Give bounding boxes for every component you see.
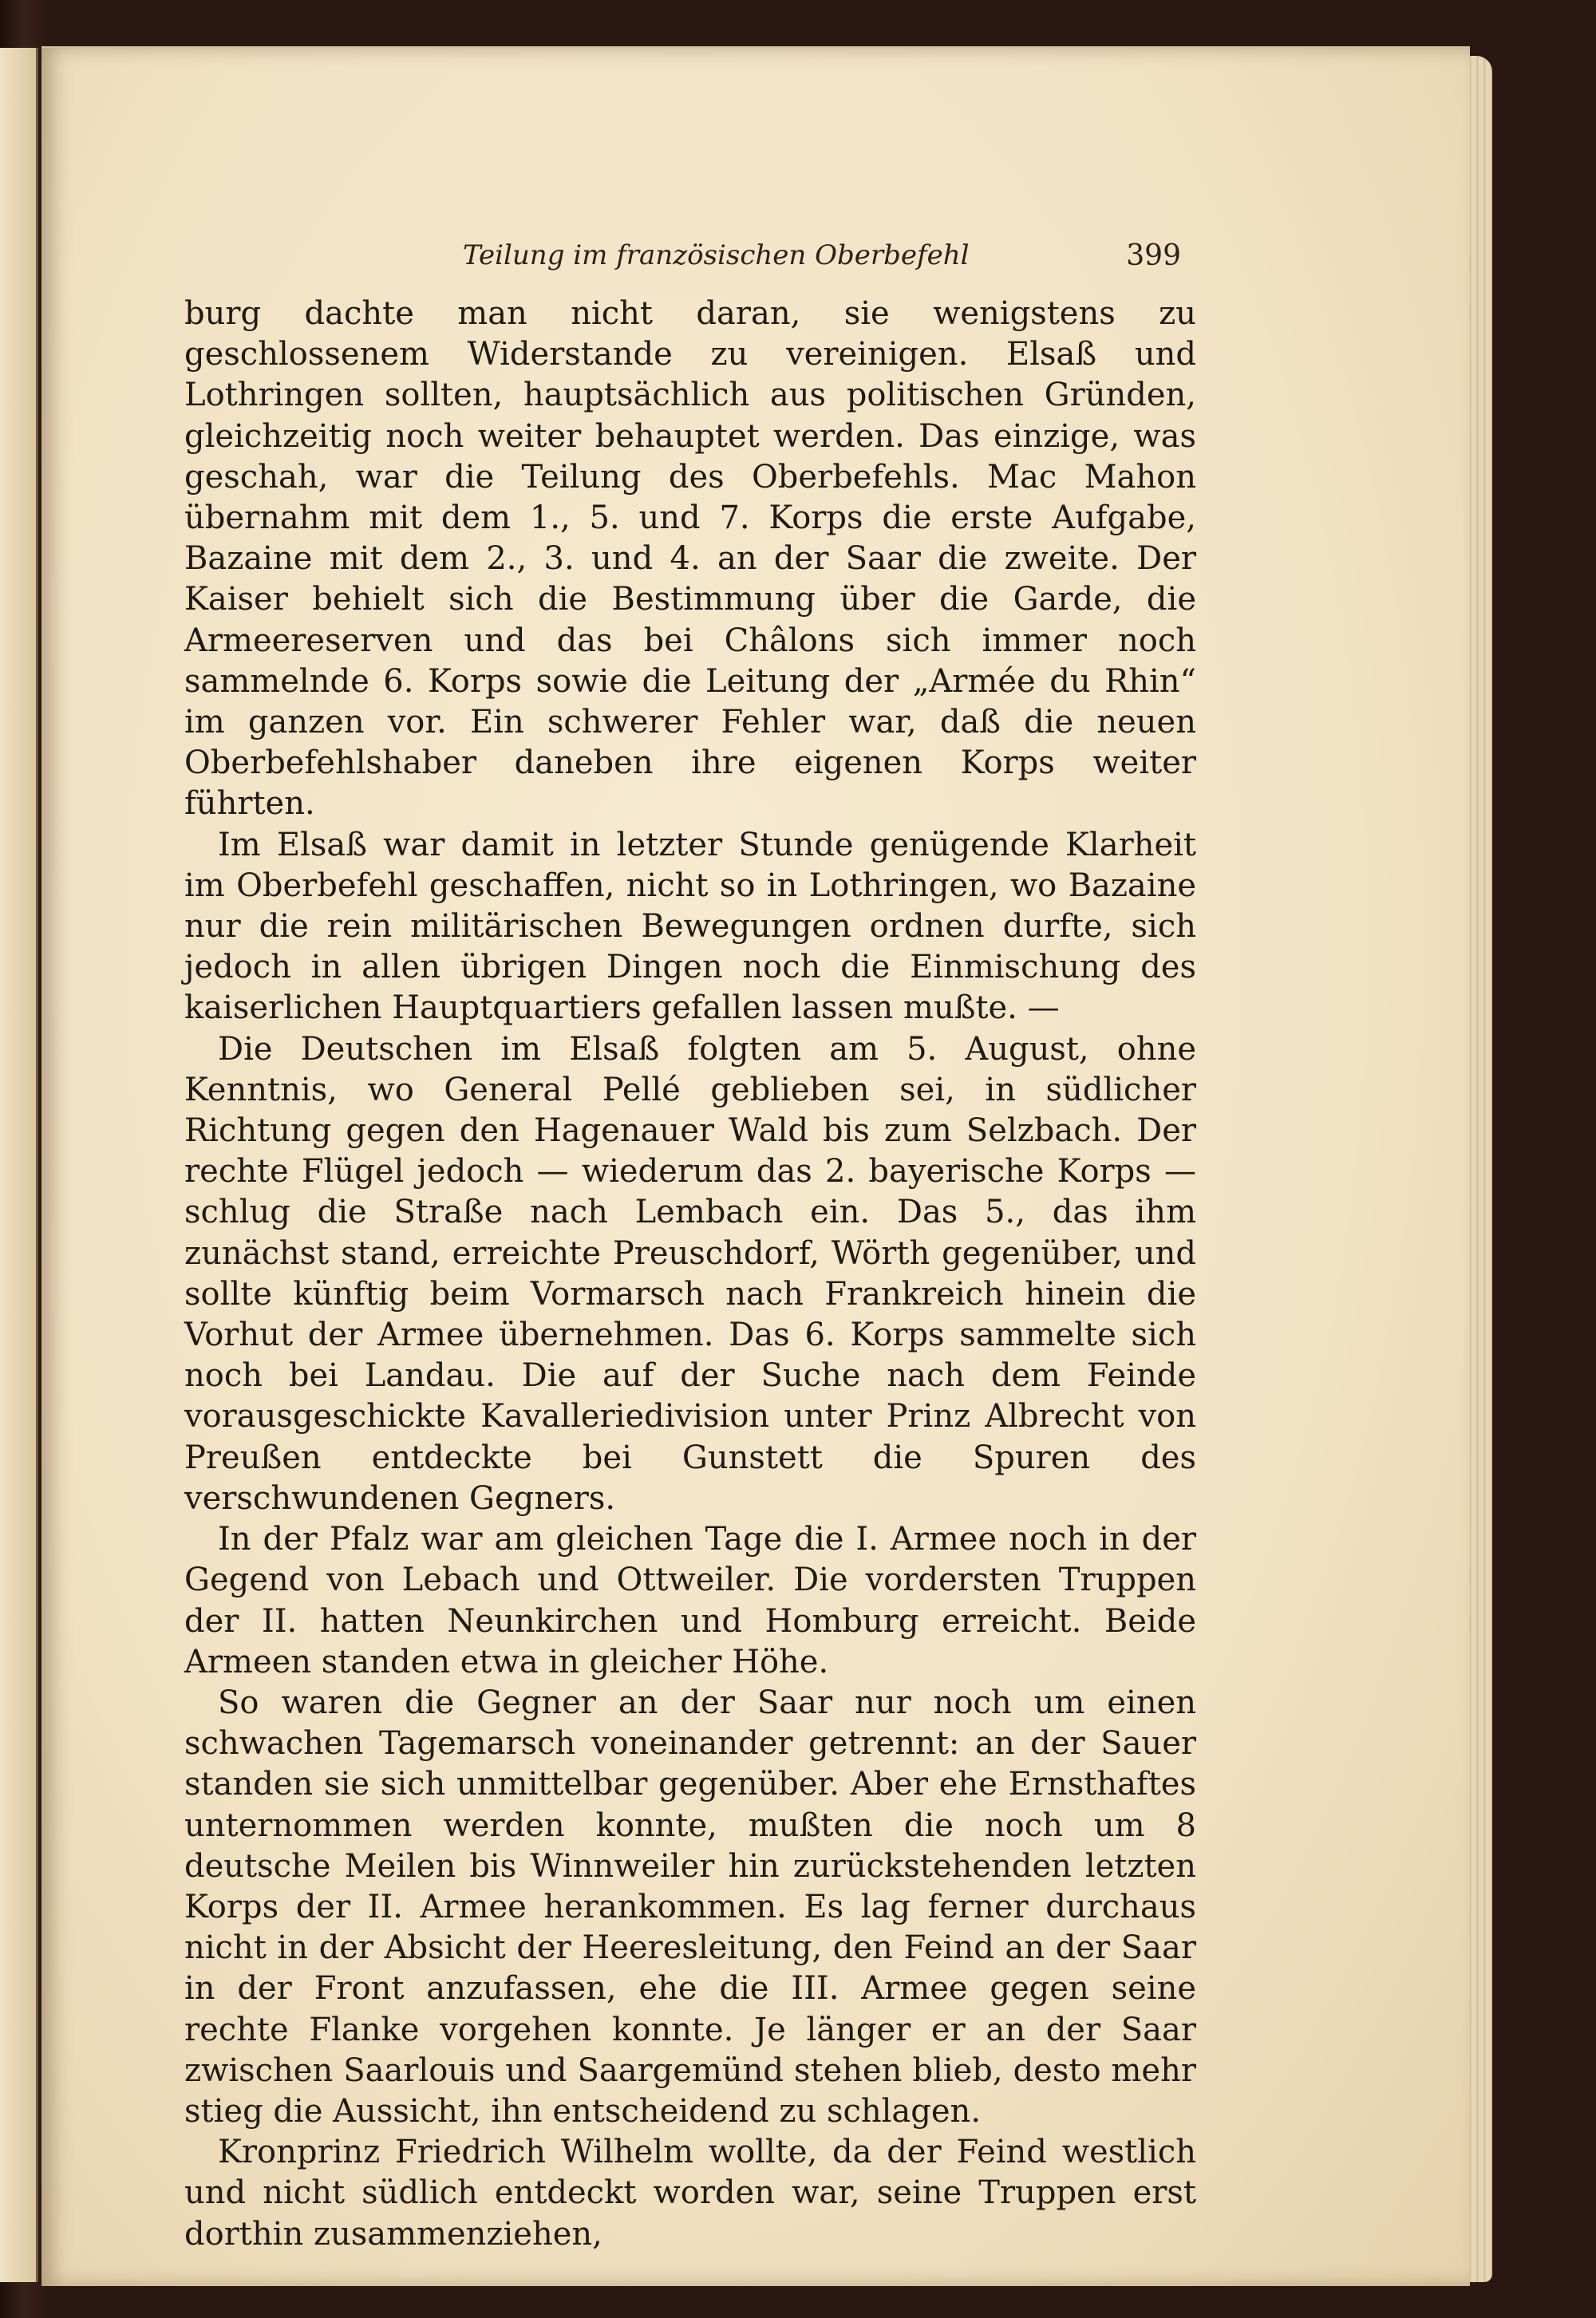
page-header [415, 239, 1181, 279]
paragraph-6: Kronprinz Friedrich Wilhelm wollte, da der Feind westlich und nicht südlich entdeckt worden war, seine Truppen erst dorthin zusammenziehen, [184, 2134, 1196, 2253]
page-number: 399 [1126, 239, 1181, 272]
paragraph-4: In der Pfalz war am gleichen Tage die I. Armee noch in der Gegend von Lebach und Ottweiler. Die vordersten Truppen der II. hatten Neunkirchen und Homburg erreicht. Beide Armeen standen etwa in gleicher Höhe. [184, 1521, 1196, 1680]
running-head: Teilung im französischen Oberbefehl [463, 239, 970, 271]
body-text [184, 294, 1196, 2255]
paragraph-2: Im Elsaß war damit in letzter Stunde genügende Klarheit im Oberbefehl geschaffen, nicht so in Lothringen, wo Bazaine nur die rein militärischen Bewegungen ordnen durfte, sich jedoch in allen übrigen Dingen noch die Einmischung des kaiserlichen Hauptquartiers gefallen lassen mußte. — [184, 826, 1196, 1027]
facing-page-edge [0, 48, 38, 2282]
paragraph-1: burg dachte man nicht daran, sie wenigstens zu geschlossenem Widerstande zu vereinigen. Elsaß und Lothringen sollten, hauptsächlich aus politischen Gründen, gleichzeitig noch weiter behauptet werden. Das einzige, was geschah, war die Teilung des Oberbefehls. Mac Mahon übernahm mit dem 1., 5. und 7. Korps die erste Aufgabe, Bazaine mit dem 2., 3. und 4. an der Saar die zweite. Der Kaiser behielt sich die Bestimmung über die Garde, die Armeereserven und das bei Châlons sich immer noch sammelnde 6. Korps sowie die Leitung der „Armée du Rhin“ im ganzen vor. Ein schwerer Fehler war, daß die neuen Oberbefehlshaber daneben ihre eigenen Korps weiter führten. [184, 295, 1196, 823]
paragraph-5: So waren die Gegner an der Saar nur noch um einen schwachen Tagemarsch voneinander getrennt: an der Sauer standen sie sich unmittelbar gegenüber. Aber ehe Ernsthaftes unternommen werden konnte, mußten die noch um 8 deutsche Meilen bis Winnweiler hin zurückstehenden letzten Korps der II. Armee herankommen. Es lag ferner durchaus nicht in der Absicht der Heeresleitung, den Feind an der Saar in der Front anzufassen, ehe die III. Armee gegen seine rechte Flanke vorgehen konnte. Je länger er an der Saar zwischen Saarlouis und Saargemünd stehen blieb, desto mehr stieg die Aussicht, ihn entscheidend zu schlagen. [184, 1684, 1196, 2130]
paragraph-3: Die Deutschen im Elsaß folgten am 5. August, ohne Kenntnis, wo General Pellé geblieben sei, in südlicher Richtung gegen den Hagenauer Wald bis zum Selzbach. Der rechte Flügel jedoch — wiederum das 2. bayerische Korps — schlug die Straße nach Lembach ein. Das 5., das ihm zunächst stand, erreichte Preuschdorf, Wörth gegenüber, und sollte künftig beim Vormarsch nach Frankreich hinein die Vorhut der Armee übernehmen. Das 6. Korps sammelte sich noch bei Landau. Die auf der Suche nach dem Feinde vorausgeschickte Kavalleriedivision unter Prinz Albrecht von Preußen entdeckte bei Gunstett die Spuren des verschwundenen Gegners. [184, 1030, 1196, 1517]
